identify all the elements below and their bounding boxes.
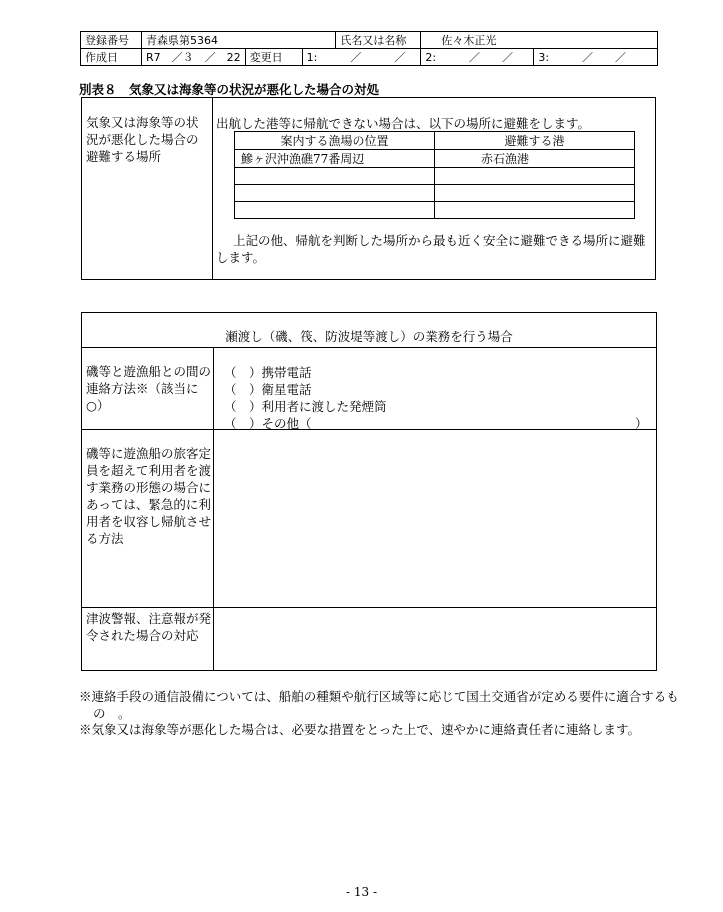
created-value: R7 ／３ ／ 22 [142, 49, 246, 66]
table-cell [435, 185, 635, 202]
column-divider [213, 347, 214, 670]
option-mobile-phone: （ ）携帯電話 [224, 365, 312, 380]
col-header-fishing-ground: 案内する漁場の位置 [235, 132, 435, 150]
evacuation-label: 気象又は海象等の状況が悪化した場合の避難する場所 [86, 115, 199, 164]
note-1: ※連絡手段の通信設備については、船舶の種類や航行区域等に応じて国土交通省が定める要件に適合するもの 。 [79, 689, 679, 721]
table-cell [435, 168, 635, 185]
table-row [235, 202, 635, 219]
table-row [235, 150, 635, 168]
ferrying-table [81, 312, 657, 671]
table-cell [235, 168, 435, 185]
table-row [235, 185, 635, 202]
option-smoke-signal: （ ）利用者に渡した発煙筒 [224, 399, 387, 414]
evacuation-note: 上記の他、帰航を判断した場所から最も近く安全に避難できる場所に避難します。 [216, 233, 646, 265]
row-divider [82, 429, 656, 430]
table-row [235, 168, 635, 185]
evacuation-table [81, 97, 656, 280]
change-2: 2: ／ ／ [421, 49, 534, 66]
contact-method-label: 磯等と遊漁船との間の連絡方法※（該当に○） [86, 364, 212, 413]
evacuation-port-table [234, 131, 635, 219]
reg-no-label: 登録番号 [81, 32, 142, 49]
name-value: 佐々木正光 [421, 32, 658, 49]
table-cell: 赤石漁港 [435, 150, 635, 168]
page-number: - 13 - [345, 885, 377, 899]
name-label: 氏名又は名称 [336, 32, 421, 49]
row-divider [82, 607, 656, 608]
evacuation-intro: 出航した港等に帰航できない場合は、以下の場所に避難をします。 [216, 116, 591, 131]
note-2: ※気象又は海象等が悪化した場合は、必要な措置をとった上で、速やかに連絡責任者に連絡します。 [79, 722, 641, 737]
table-cell: 鰺ヶ沢沖漁礁77番周辺 [235, 150, 435, 168]
reg-no-value: 青森県第5364 [142, 32, 336, 49]
changed-label: 変更日 [245, 49, 302, 66]
table-cell [235, 202, 435, 219]
change-1: 1: ／ ／ [302, 49, 421, 66]
change-3: 3: ／ ／ [534, 49, 658, 66]
tsunami-label: 津波警報、注意報が発令された場合の対応 [86, 611, 212, 643]
option-other-close: ） [635, 416, 648, 431]
over-capacity-label: 磯等に遊漁船の旅客定員を超えて利用者を渡す業務の形態の場合にあっては、緊急的に利用者を収容し帰航させる方法 [86, 446, 212, 546]
ferrying-heading: 瀬渡し（磯、筏、防波堤等渡し）の業務を行う場合 [82, 313, 656, 348]
section-title: 別表８ 気象又は海象等の状況が悪化した場合の対処 [79, 82, 380, 97]
column-divider [212, 98, 213, 279]
created-label: 作成日 [81, 49, 142, 66]
registration-header-table [80, 31, 658, 66]
option-satellite-phone: （ ）衛星電話 [224, 382, 312, 397]
col-header-port: 避難する港 [435, 132, 635, 150]
option-other: （ ）その他（ [224, 416, 312, 431]
table-cell [235, 185, 435, 202]
table-cell [435, 202, 635, 219]
